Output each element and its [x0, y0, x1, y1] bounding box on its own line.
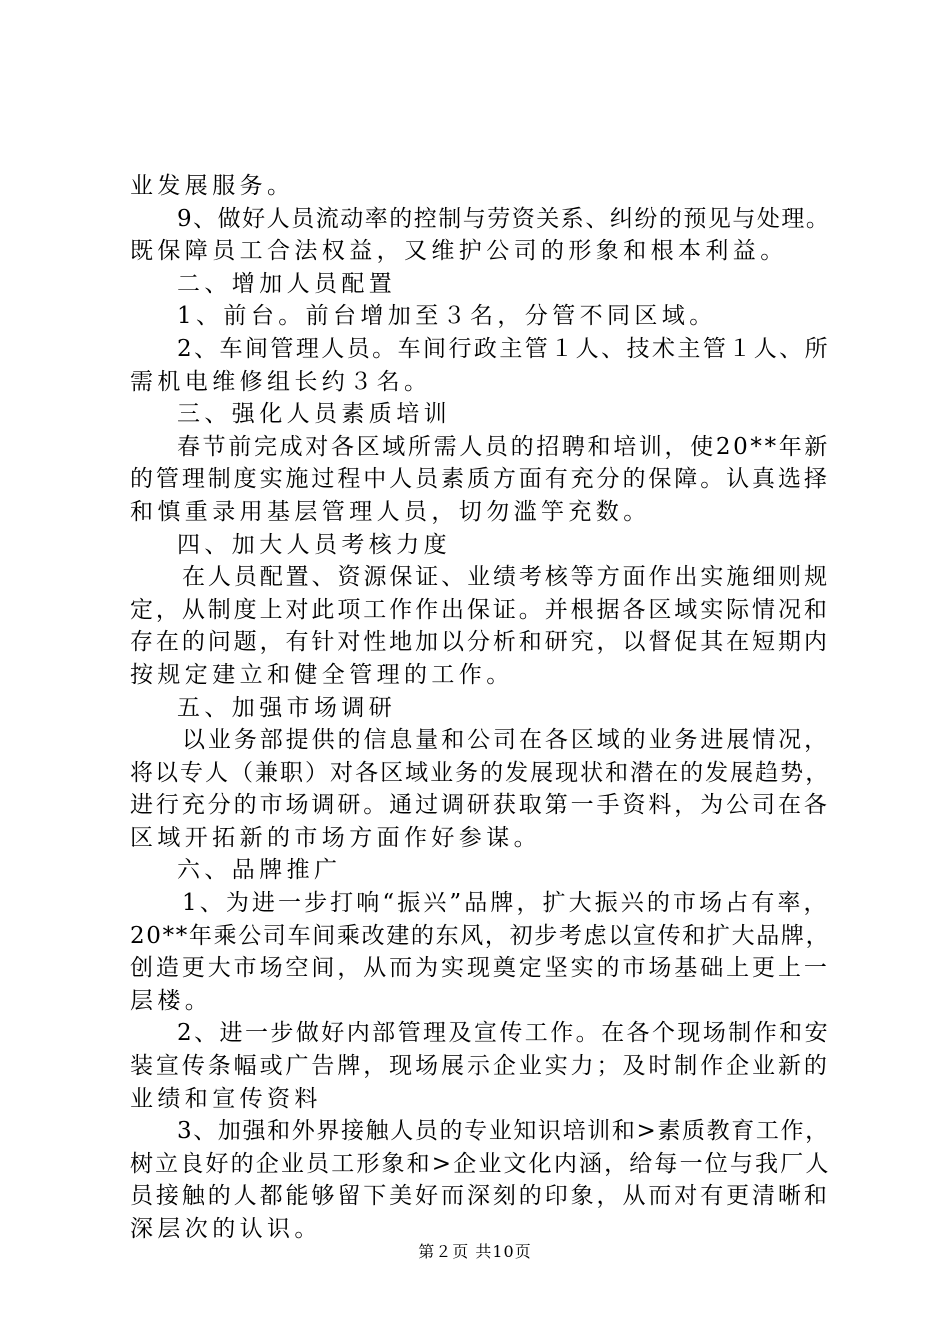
- document-body: [130, 170, 830, 1246]
- paragraph-line: 20**年乘公司车间乘改建的东风，初步考虑以宣传和扩大品牌，: [130, 922, 831, 949]
- paragraph-line: 业发展服务。: [130, 173, 295, 199]
- paragraph-line: 定，从制度上对此项工作作出保证。并根据各区域实际情况和: [130, 596, 830, 623]
- paragraph-line: 以业务部提供的信息量和公司在各区域的业务进展情况，: [182, 727, 830, 754]
- paragraph-line: 树立良好的企业员工形象和>企业文化内涵，给每一位与我厂人: [130, 1150, 831, 1177]
- paragraph-line: 深层次的认识。: [130, 1216, 322, 1242]
- paragraph-line: 在人员配置、资源保证、业绩考核等方面作出实施细则规: [182, 564, 830, 591]
- paragraph-line: 六、品牌推广: [177, 857, 342, 884]
- paragraph-line: 的管理制度实施过程中人员素质方面有充分的保障。认真选择: [130, 466, 830, 493]
- paragraph-line: 员接触的人都能够留下美好而深刻的印象，从而对有更清晰和: [130, 1183, 830, 1210]
- paragraph-line: 春节前完成对各区域所需人员的招聘和培训，使20**年新: [177, 433, 831, 460]
- paragraph-line: 二、增加人员配置: [177, 270, 397, 297]
- paragraph-line: 按规定建立和健全管理的工作。: [130, 661, 514, 688]
- paragraph-line: 9、做好人员流动率的控制与劳资关系、纠纷的预见与处理。: [177, 205, 831, 232]
- paragraph-line: 业绩和宣传资料: [130, 1085, 322, 1112]
- paragraph-line: 既保障员工合法权益，又维护公司的形象和根本利益。: [130, 238, 788, 265]
- paragraph-line: 区域开拓新的市场方面作好参谋。: [130, 824, 541, 851]
- paragraph-line: 和慎重录用基层管理人员，切勿滥竽充数。: [130, 498, 651, 525]
- paragraph-line: 三、强化人员素质培训: [177, 401, 451, 428]
- page-number-footer: 第２页 共10页: [418, 1242, 532, 1261]
- paragraph-line: 1、前台。前台增加至３名，分管不同区域。: [177, 303, 717, 330]
- paragraph-line: 需机电维修组长约３名。: [130, 368, 432, 395]
- paragraph-line: 创造更大市场空间，从而为实现奠定坚实的市场基础上更上一: [130, 955, 830, 982]
- paragraph-line: 存在的问题，有针对性地加以分析和研究，以督促其在短期内: [130, 629, 830, 656]
- paragraph-line: 2、进一步做好内部管理及宣传工作。在各个现场制作和安: [177, 1020, 831, 1047]
- paragraph-line: 装宣传条幅或广告牌，现场展示企业实力；及时制作企业新的: [130, 1053, 830, 1080]
- paragraph-line: 2、车间管理人员。车间行政主管１人、技术主管１人、所: [177, 335, 831, 362]
- paragraph-line: 层楼。: [130, 987, 213, 1014]
- paragraph-line: 3、加强和外界接触人员的专业知识培训和>素质教育工作，: [177, 1118, 830, 1145]
- paragraph-line: 四、加大人员考核力度: [177, 531, 451, 558]
- paragraph-line: 五、加强市场调研: [177, 694, 397, 721]
- paragraph-line: 将以专人（兼职）对各区域业务的发展现状和潜在的发展趋势，: [130, 759, 831, 786]
- paragraph-line: 1、为进一步打响“振兴”品牌，扩大振兴的市场占有率，: [182, 890, 830, 917]
- paragraph-line: 进行充分的市场调研。通过调研获取第一手资料，为公司在各: [130, 792, 830, 819]
